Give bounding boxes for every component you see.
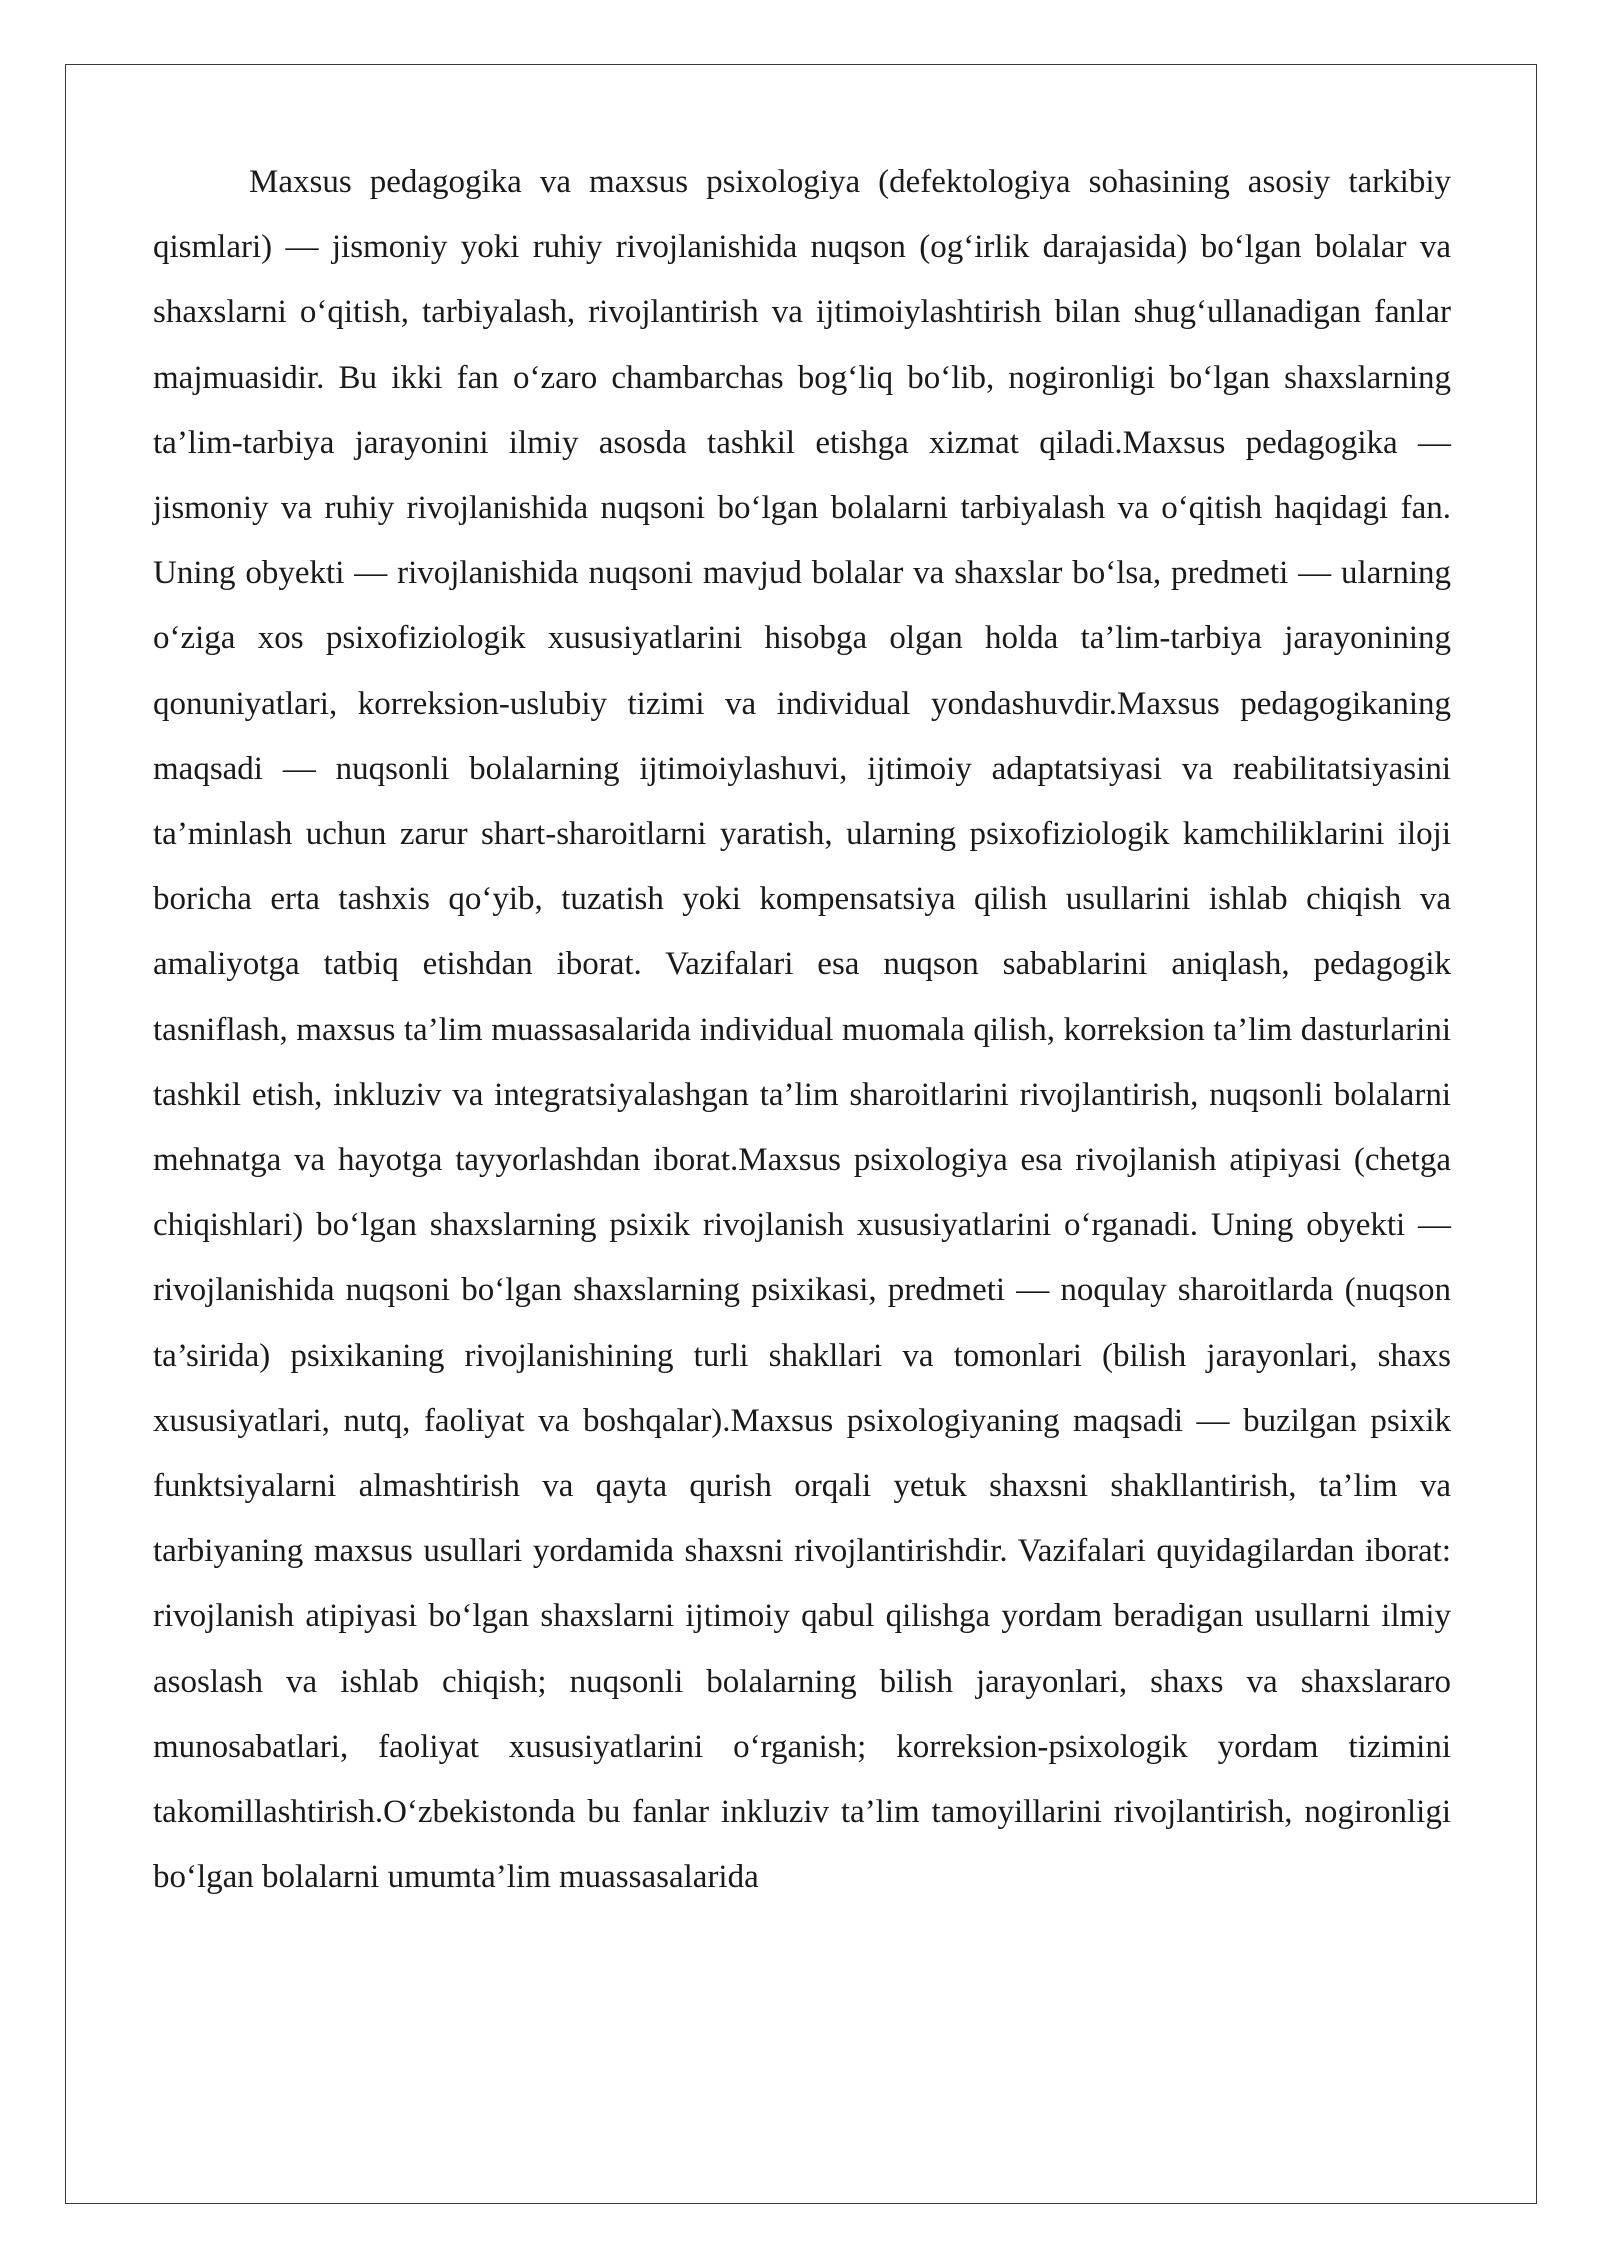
body-paragraph: Maxsus pedagogika va maxsus psixologiya (defektologiya sohasining asosiy tarkibiy qismlari) — jismoniy yoki ruhiy rivojlanishida nuqson (og‘irlik darajasida) bo‘lgan bolalar va shaxslarni o‘qitish, tarbiyalash, rivojlantirish va ijtimoiylashtirish bilan shug‘ullanadigan fanlar majmuasidir. Bu ikki fan o‘zaro chambarchas bog‘liq bo‘lib, nogironligi bo‘lgan shaxslarning ta’lim-tarbiya jarayonini ilmiy asosda tashkil etishga xizmat qiladi.Maxsus pedagogika — jismoniy va ruhiy rivojlanishida nuqsoni bo‘lgan bolalarni tarbiyalash va o‘qitish haqidagi fan. Uning obyekti — rivojlanishida nuqsoni mavjud bolalar va shaxslar bo‘lsa, predmeti — ularning o‘ziga xos psixofiziologik xususiyatlarini hisobga olgan holda ta’lim-tarbiya jarayonining qonuniyatlari, korreksion-uslubiy tizimi va individual yondashuvdir.Maxsus pedagogikaning maqsadi — nuqsonli bolalarning ijtimoiylashuvi, ijtimoiy adaptatsiyasi va reabilitatsiyasini ta’minlash uchun zarur shart-sharoitlarni yaratish, ularning psixofiziologik kamchiliklarini iloji boricha erta tashxis qo‘yib, tuzatish yoki kompensatsiya qilish usullarini ishlab chiqish va amaliyotga tatbiq etishdan iborat. Vazifalari esa nuqson sabablarini aniqlash, pedagogik tasniflash, maxsus ta’lim muassasalarida individual muomala qilish, korreksion ta’lim dasturlarini tashkil etish, inkluziv va integratsiyalashgan ta’lim sharoitlarini rivojlantirish, nuqsonli bolalarni mehnatga va hayotga tayyorlashdan iborat.Maxsus psixologiya esa rivojlanish atipiyasi (chetga chiqishlari) bo‘lgan shaxslarning psixik rivojlanish xususiyatlarini o‘rganadi. Uning obyekti — rivojlanishida nuqsoni bo‘lgan shaxslarning psixikasi, predmeti — noqulay sharoitlarda (nuqson ta’sirida) psixikaning rivojlanishining turli shakllari va tomonlari (bilish jarayonlari, shaxs xususiyatlari, nutq, faoliyat va boshqalar).Maxsus psixologiyaning maqsadi — buzilgan psixik funktsiyalarni almashtirish va qayta qurish orqali yetuk shaxsni shakllantirish, ta’lim va tarbiyaning maxsus usullari yordamida shaxsni rivojlantirishdir. Vazifalari quyidagilardan iborat: rivojlanish atipiyasi bo‘lgan shaxslarni ijtimoiy qabul qilishga yordam beradigan usullarni ilmiy asoslash va ishlab chiqish; nuqsonli bolalarning bilish jarayonlari, shaxs va shaxslararo munosabatlari, faoliyat xususiyatlarini o‘rganish; korreksion-psixologik yordam tizimini takomillashtirish.O‘zbekistonda bu fanlar inkluziv ta’lim tamoyillarini rivojlantirish, nogironligi bo‘lgan bolalarni umumta’lim muassasalarida xyxy=(153,164,1451,1896)
